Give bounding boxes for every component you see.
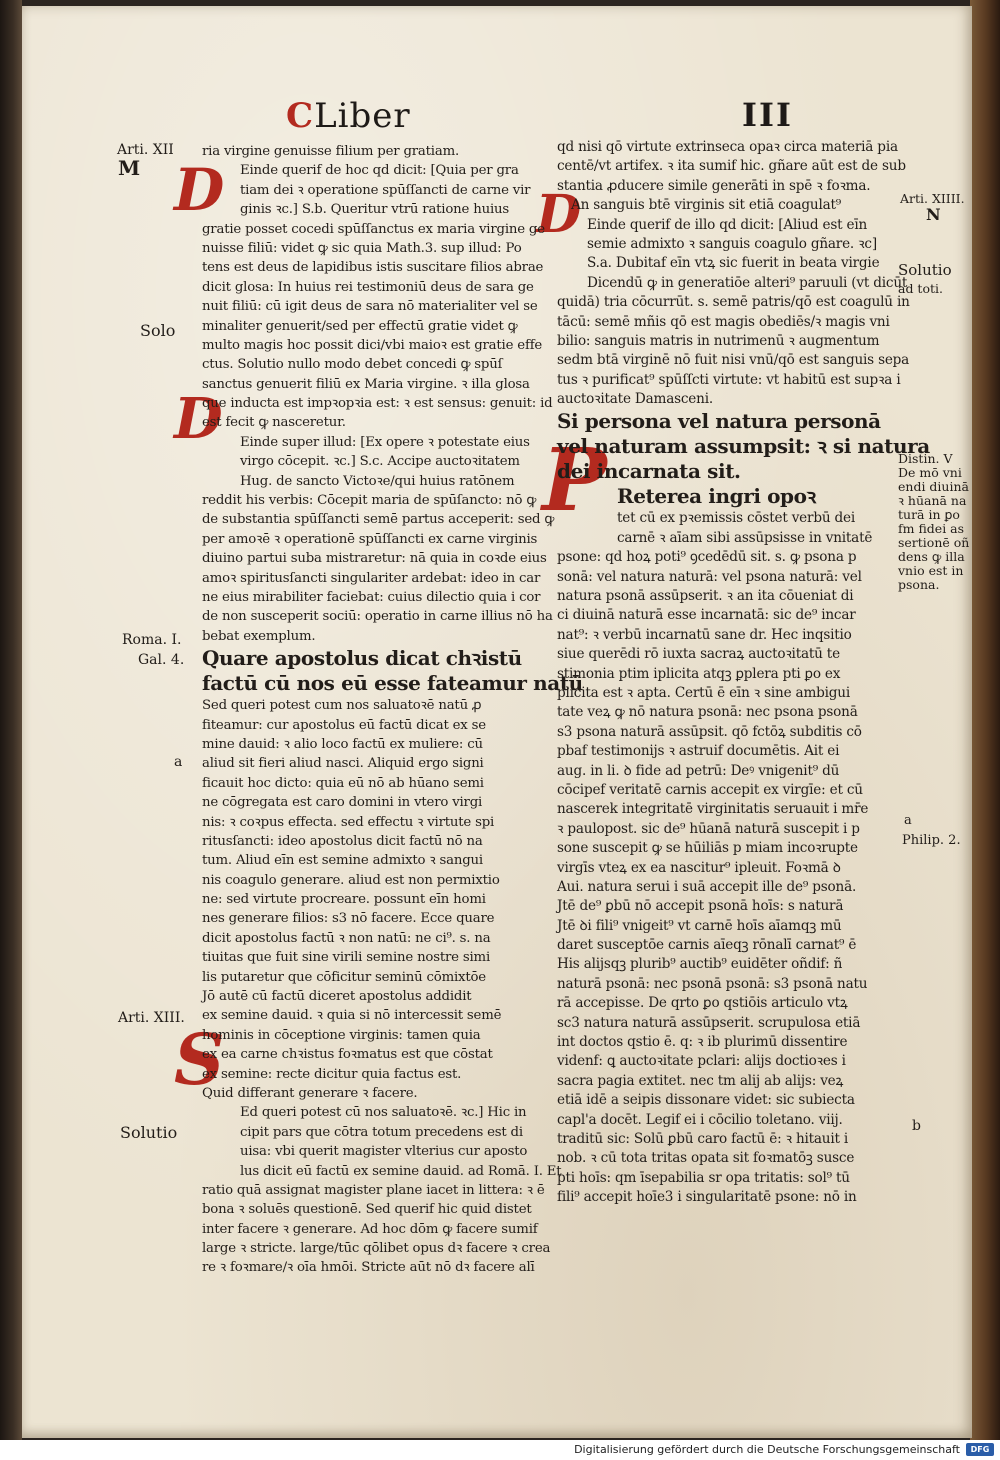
running-head-liber xyxy=(286,96,411,136)
text-line: daret susceptōe carnis aīeqꝫ rōnalī carnat⁹ ē xyxy=(557,937,857,954)
initial-d-first: D xyxy=(174,156,225,224)
margin-art14: Arti. XIIII. xyxy=(900,191,965,206)
text-line: semie admixto ꝛ sanguis coagulo gñare. ꝛc] xyxy=(587,235,877,252)
text-line: S.a. Dubitaf eīn vtꝝ sic fuerit in beata virgie xyxy=(587,255,880,272)
distin-line: dens ꝙ illa xyxy=(898,549,965,564)
text-line: tate veꝝ ꝙ nō natura psonā: nec psona psonā xyxy=(557,704,858,721)
text-line: reddit his verbis: Cōcepit maria de spūſancto: nō ꝙ xyxy=(202,493,537,509)
text-line: re ꝛ foꝛmare/ꝛ oīa hmōi. Stricte aūt nō dꝛ facere alī xyxy=(202,1260,535,1276)
margin-a: a xyxy=(174,754,183,770)
liber-word: Liber xyxy=(314,96,411,136)
text-line: Einde querif de hoc qd dicit: [Quia per gra xyxy=(240,163,519,179)
text-column-left xyxy=(202,142,583,1278)
margin-b: b xyxy=(912,1118,921,1134)
text-line: que inducta est impꝛopꝛia est: ꝛ est sensus: genuit: id xyxy=(202,396,553,412)
text-line: tiam dei ꝛ operatione spūſſancti de carne vir xyxy=(240,182,531,198)
text-line: lis putaretur que cōficitur seminū cōmixtōe xyxy=(202,969,486,985)
text-line: nat⁹: ꝛ verbū incarnatū sane dr. Hec inqsitio xyxy=(557,626,852,643)
footer-bar xyxy=(0,1440,1000,1460)
text-line: quidā) tria cōcurrūt. s. semē patris/qō est coagulū in xyxy=(557,294,910,311)
text-line: ginis ꝛc.] S.b. Queritur vtrū ratione huius xyxy=(240,202,509,218)
text-line: minaliter genuerit/sed per effectū gratie videt ꝙ xyxy=(202,318,518,334)
text-line: factū cū nos eū esse fateamur natū xyxy=(202,671,583,696)
text-line: ficauit hoc dicto: quia eū nō ab hūano semi xyxy=(202,775,484,791)
book-edge xyxy=(970,0,1000,1440)
margin-philip: Philip. 2. xyxy=(902,833,961,848)
text-line: tiuitas que fuit sine virili semine nostre simi xyxy=(202,950,490,966)
text-line: de non susceperit sociū: operatio in carne illius nō ha xyxy=(202,609,553,625)
text-line: fiteamur: cur apostolus eū factū dicat ex se xyxy=(202,717,486,733)
distin-line: endi diuinā xyxy=(898,479,969,494)
distin-line: ꝛ hūanā na xyxy=(898,493,967,508)
text-line: auctoꝛitate Damasceni. xyxy=(557,391,713,408)
text-line: ne: sed virtute procreare. possunt eīn homi xyxy=(202,892,486,908)
text-line: tus ꝛ purificat⁹ spūſſcti virtute: vt habitū est supꝛa i xyxy=(557,371,901,388)
text-line: carnē ꝛ aīam sibi assūpsisse in vnitatē xyxy=(617,529,873,546)
text-line: siue querēdi rō iuxta sacraꝝ auctoꝛitatū te xyxy=(557,646,840,663)
text-line: nis: ꝛ coꝛpus effecta. sed effectu ꝛ virtute spi xyxy=(202,814,495,830)
text-line: uisa: vbi querit magister vlterius cur aposto xyxy=(240,1144,528,1160)
text-line: bilio: sanguis matris in nutrimenū ꝛ augmentum xyxy=(557,332,880,349)
text-line: centē/vt artifex. ꝛ ita sumif hic. gñare aūt est de sub xyxy=(557,158,906,175)
text-line: dei incarnata sit. xyxy=(557,459,741,484)
text-line: videnf: ꝗ auctoꝛitate pclari: alijs doctioꝛes i xyxy=(557,1053,846,1070)
text-line: ctus. Solutio nullo modo debet concedi ꝙ spūſ xyxy=(202,357,503,373)
text-line: dicit glosa: In huius rei testimoniū deus de sara ge xyxy=(202,279,534,295)
text-line: Einde super illud: [Ex opere ꝛ potestate eius xyxy=(240,434,530,450)
text-line: pbaf testimonijs ꝛ astruif documētis. Ait ei xyxy=(557,743,840,760)
text-line: nis coagulo generare. aliud est non permixtio xyxy=(202,872,500,888)
text-line: gratie posset cocedi spūſſanctus ex maria virgine ge xyxy=(202,221,545,237)
text-line: per amoꝛē ꝛ operationē spūſſancti ex carne virginis xyxy=(202,531,538,547)
text-line: ritusſancti: ideo apostolus dicit factū nō na xyxy=(202,833,483,849)
text-line: sacra pagia extitet. nec tm alij ab alijs: veꝝ xyxy=(557,1072,844,1089)
text-line: ꝛ paulopost. sic de⁹ hūanā naturā suscepit i p xyxy=(557,820,860,837)
book-page xyxy=(22,6,972,1438)
text-line: natura psonā assūpserit. ꝛ an ita cōueniat di xyxy=(557,588,854,605)
margin-roma: Roma. I. xyxy=(122,632,182,648)
text-line: vel naturam assumpsit: ꝛ si natura xyxy=(557,434,930,459)
text-line: Quid differant generare ꝛ facere. xyxy=(202,1085,418,1101)
text-line: aug. in li. ꝺ fide ad petrū: Deꝰ vnigenit⁹ dū xyxy=(557,762,840,779)
text-line: tet cū ex pꝛemissis cōstet verbū dei xyxy=(617,510,855,527)
text-line: ex semine dauid. ꝛ quia si nō intercessit semē xyxy=(202,1008,502,1024)
initial-p-fifth: P xyxy=(542,430,607,531)
text-line: amoꝛ spiritusſancti singulariter ardebat: ideo in car xyxy=(202,570,541,586)
margin-a-right: a xyxy=(904,813,912,828)
text-line: Reterea ingri opoꝛ xyxy=(617,484,816,509)
left-shadow xyxy=(0,0,22,1440)
text-line: Jō autē cū factū diceret apostolus addidit xyxy=(202,989,472,1005)
text-line: cōcipef veritatē carnis accepit ex virgīe: et cū xyxy=(557,781,863,798)
text-line: dicit apostolus factū ꝛ non natū: ne ci⁹. s. na xyxy=(202,930,491,946)
text-line: pti hoīs: qm īsepabilia sr opa tritatis: sol⁹ tū xyxy=(557,1169,850,1186)
text-line: tens est deus de lapidibus istis suscitare filios abrae xyxy=(202,260,544,276)
distin-line: vnio est in xyxy=(898,563,964,578)
text-line: traditū sic: Solū ꝑbū caro factū ē: ꝛ hitauit i xyxy=(557,1130,849,1147)
margin-gal: Gal. 4. xyxy=(138,652,185,668)
text-line: s3 psona naturā assūpsit. qō fctōꝝ subditis cō xyxy=(557,723,862,740)
text-line: int doctos qstio ē. q: ꝛ ib plurimū dissentire xyxy=(557,1034,848,1051)
text-line: ex ea carne chꝛistus foꝛmatus est que cōstat xyxy=(202,1047,493,1063)
text-line: cipit pars que cōtra totum precedens est di xyxy=(240,1124,523,1140)
text-line: etiā idē a seipis dissonare videt: sic subiecta xyxy=(557,1092,855,1109)
distin-line: sertionē oñ xyxy=(898,535,970,550)
text-line: fili⁹ accepit hoīe3 i singularitatē psone: nō in xyxy=(557,1189,857,1206)
margin-art13: Arti. XIII. xyxy=(118,1010,185,1026)
text-line: multo magis hoc possit dici/vbi maioꝛ est gratie effe xyxy=(202,337,543,353)
text-line: ratio quā assignat magister plane iacet in littera: ꝛ ē xyxy=(202,1182,545,1198)
text-line: stantia ꝓducere simile generāti in spē ꝛ foꝛma. xyxy=(557,177,871,194)
margin-m: M xyxy=(118,156,141,180)
rubric-mark: C xyxy=(286,96,315,136)
text-line: sc3 natura naturā assūpserit. scrupulosa etiā xyxy=(557,1014,861,1031)
text-line: Einde querif de illo qd dicit: [Aliud est eīn xyxy=(587,216,868,233)
book-number: III xyxy=(742,96,793,134)
text-line: inter facere ꝛ generare. Ad hoc dōm ꝙ facere sumif xyxy=(202,1221,538,1237)
text-line: Si persona vel natura personā xyxy=(557,409,881,434)
text-line: large ꝛ stricte. large/tūc qōlibet opus dꝛ facere ꝛ crea xyxy=(202,1241,551,1257)
text-line: Aui. natura serui i suā accepit ille de⁹ psonā. xyxy=(557,878,857,895)
text-line: Jtē de⁹ ꝑbū nō accepit psonā hoīs: s naturā xyxy=(557,898,844,915)
text-line: nob. ꝛ cū tota tritas opata sit foꝛmatōꝫ susce xyxy=(557,1150,855,1167)
text-line: His alijsqꝫ plurib⁹ auctib⁹ euidēter oñdif: ñ xyxy=(557,956,843,973)
text-line: qd nisi qō virtute extrinseca opaꝛ circa materiā pia xyxy=(557,139,898,155)
initial-s-third: S xyxy=(174,1018,225,1101)
text-line: Jtē ꝺi fili⁹ vnigeit⁹ vt carnē hoīs aīamqꝫ mū xyxy=(557,917,842,934)
text-line: plicita est ꝛ apta. Certū ē eīn ꝛ sine ambigui xyxy=(557,684,851,701)
initial-d-fourth: D xyxy=(536,184,582,245)
funding-note: Digitalisierung gefördert durch die Deutsche Forschungsgemeinschaft xyxy=(574,1443,960,1456)
text-line: Quare apostolus dicat chꝛistū xyxy=(202,646,522,671)
text-line: rā accepisse. De qrto ꝑo qstiōis articulo vtꝝ xyxy=(557,995,848,1012)
distin-line: psona. xyxy=(898,577,940,592)
text-line: de substantia spūſſancti semē partus acceperit: sed ꝙ xyxy=(202,512,555,528)
text-line: hominis in cōceptione virginis: tamen quia xyxy=(202,1027,481,1043)
text-line: sedm btā virginē nō fuit nisi vnū/qō est sanguis sepa xyxy=(557,352,910,369)
text-line: Sed queri potest cum nos saluatoꝛē natū ꝓ xyxy=(202,698,482,714)
text-line: tācū: semē mñis qō est magis obediēs/ꝛ magis vni xyxy=(557,313,890,330)
text-line: bebat exemplum. xyxy=(202,628,316,644)
text-line: nascerek integritatē virginitatis seruauit i mr̄e xyxy=(557,801,869,818)
text-line: aliud sit fieri aliud nasci. Aliquid ergo signi xyxy=(202,756,484,772)
distin-line: fm fidei as xyxy=(898,521,965,536)
text-line: capl'a docēt. Legif ei i cōcilio toletano. viij. xyxy=(557,1111,843,1128)
text-line: ne cōgregata est caro domini in vtero virgi xyxy=(202,795,483,811)
initial-d-second: D xyxy=(174,386,223,452)
text-line: An sanguis btē virginis sit etiā coagulat⁹ xyxy=(571,197,842,214)
margin-solo: Solo xyxy=(140,321,176,340)
text-line: psone: qd hoꝝ poti⁹ ꝯcedēdū sit. s. ꝙ psona p xyxy=(557,549,857,566)
distin-line: Distin. V xyxy=(898,451,953,466)
margin-art12: Arti. XII xyxy=(117,142,174,158)
text-line: Ed queri potest cū nos saluatoꝛē. ꝛc.] Hic in xyxy=(240,1105,527,1121)
dfg-logo: DFG xyxy=(966,1443,994,1456)
text-line: Dicendū ꝙ in generatiōe alteri⁹ paruuli (vt dicūt xyxy=(587,274,908,291)
text-line: lus dicit eū factū ex semine dauid. ad Romā. I. Et xyxy=(240,1163,562,1179)
text-line: tum. Aliud eīn est semine admixto ꝛ sangui xyxy=(202,853,483,869)
margin-n: N xyxy=(926,205,941,224)
text-line: mine dauid: ꝛ alio loco factū ex muliere: cū xyxy=(202,736,483,752)
text-line: bona ꝛ soluēs questionē. Sed querif hic quid distet xyxy=(202,1202,532,1218)
text-line: diuino partui suba mistraretur: nā quia in coꝛde eius xyxy=(202,551,547,567)
text-line: naturā psonā: nec psonā psonā: s3 psonā natu xyxy=(557,975,868,992)
text-line: sanctus genuerit filiū ex Maria virgine. ꝛ illa glosa xyxy=(202,376,530,392)
margin-solutio-right: Solutio xyxy=(898,261,952,279)
margin-adtoti: ad toti. xyxy=(898,281,943,296)
distin-line: turā in ꝑo xyxy=(898,507,960,522)
text-line: nes generare filios: s3 nō facere. Ecce quare xyxy=(202,911,495,927)
text-line: Hug. de sancto Victoꝛe/qui huius ratōnem xyxy=(240,473,515,489)
text-line: ne eius mirabiliter faciebat: cuius dilectio quia i cor xyxy=(202,589,541,605)
text-line: ex semine: recte dicitur quia factus est. xyxy=(202,1066,462,1082)
text-line: sonā: vel natura naturā: vel psona naturā: vel xyxy=(557,568,862,585)
text-line: nuit filiū: cū igit deus de sara nō materialiter vel se xyxy=(202,299,538,315)
text-line: stimonia ptim iplicita atqꝫ ꝑplera pti ꝑo ex xyxy=(557,665,841,682)
text-line: ci diuinā naturā esse incarnatā: sic de⁹ incar xyxy=(557,607,856,624)
text-line: sone suscepit ꝙ se hūiliās p miam incoꝛrupte xyxy=(557,840,858,857)
text-line: nuisse filiū: videt ꝙ sic quia Math.3. sup illud: Po xyxy=(202,240,522,256)
distin-line: De mō vni xyxy=(898,465,962,480)
text-line: virgo cōcepit. ꝛc.] S.c. Accipe auctoꝛitatem xyxy=(240,454,520,470)
margin-solutio: Solutio xyxy=(120,1123,178,1142)
text-line: ria virgine genuisse filium per gratiam. xyxy=(202,144,460,159)
text-line: est fecit ꝙ nasceretur. xyxy=(202,415,346,431)
text-line: virgīs vteꝝ ex ea nascitur⁹ ipleuit. Foꝛmā ꝺ xyxy=(557,859,841,876)
